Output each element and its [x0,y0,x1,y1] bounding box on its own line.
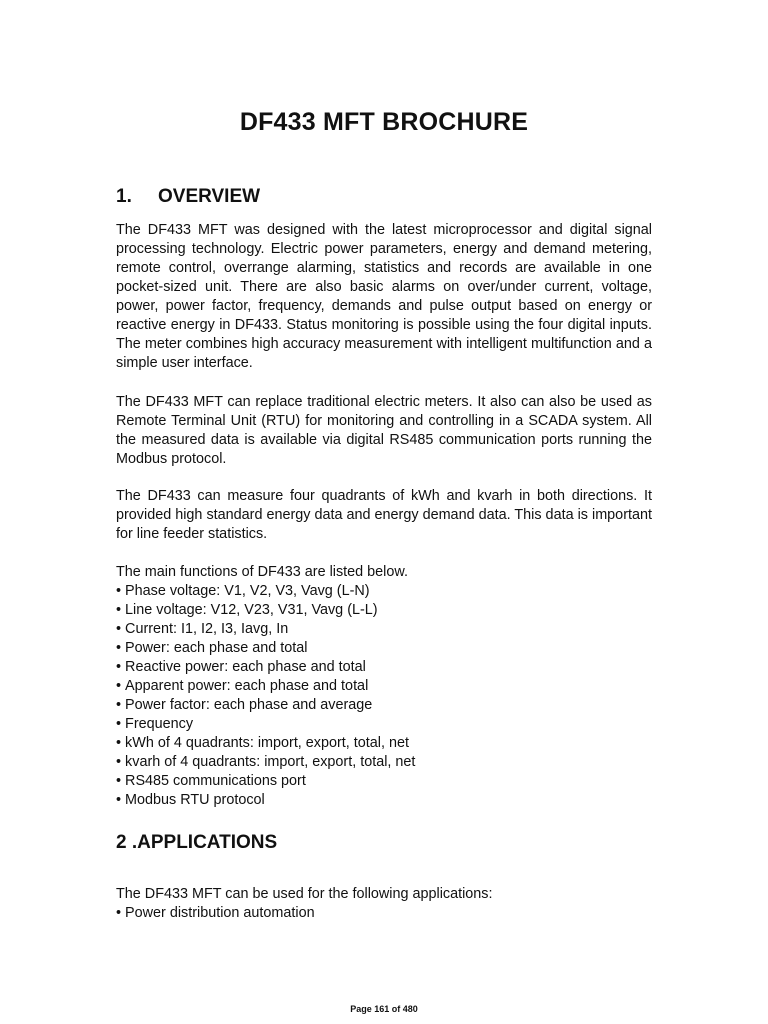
section-title: OVERVIEW [158,186,261,207]
list-item: • Current: I1, I2, I3, Iavg, In [116,620,652,639]
list-item: • Frequency [116,715,652,734]
list-item: • Apparent power: each phase and total [116,677,652,696]
applications-intro: The DF433 MFT can be used for the following applications: [116,886,493,902]
overview-paragraph-2: The DF433 MFT can replace traditional electric meters. It also can also be used as Remote Terminal Unit (RTU) for monitoring and controlling in a SCADA system. All the measured data is available via digital RS485 communication ports running the Modbus protocol. [116,394,652,467]
document-title: DF433 MFT BROCHURE [239,108,529,136]
list-item: • Modbus RTU protocol [116,791,652,810]
overview-paragraph-3: The DF433 can measure four quadrants of kWh and kvarh in both directions. It provided high standard energy data and energy demand data. This data is important for line feeder statistics. [116,488,652,542]
section-number: 1. [116,186,132,207]
functions-intro: The main functions of DF433 are listed below. [116,564,408,580]
overview-paragraph-1: The DF433 MFT was designed with the latest microprocessor and digital signal processing technology. Electric power parameters, energy and demand metering, remote control, overrange alarming, statistics and records are available in one pocket-sized unit. There are also basic alarms on over/under current, voltage, power, power factor, frequency, demands and pulse output based on energy or reactive energy in DF433. Status monitoring is possible using the four digital inputs. The meter combines high accuracy measurement with intelligent multifunction and a simple user interface. [116,222,652,371]
section-heading-overview [116,186,260,208]
list-item: • Line voltage: V12, V23, V31, Vavg (L-L) [116,601,652,620]
list-item: • kWh of 4 quadrants: import, export, total, net [116,734,652,753]
list-item: • Phase voltage: V1, V2, V3, Vavg (L-N) [116,582,652,601]
functions-list [116,582,652,810]
list-item: • Power factor: each phase and average [116,696,652,715]
applications-list [116,904,652,923]
page-footer: Page 161 of 480 [350,1004,418,1014]
section-heading-applications: 2 .APPLICATIONS [116,832,278,853]
list-item: • RS485 communications port [116,772,652,791]
list-item: • kvarh of 4 quadrants: import, export, total, net [116,753,652,772]
list-item: • Power distribution automation [116,904,652,923]
list-item: • Power: each phase and total [116,639,652,658]
list-item: • Reactive power: each phase and total [116,658,652,677]
